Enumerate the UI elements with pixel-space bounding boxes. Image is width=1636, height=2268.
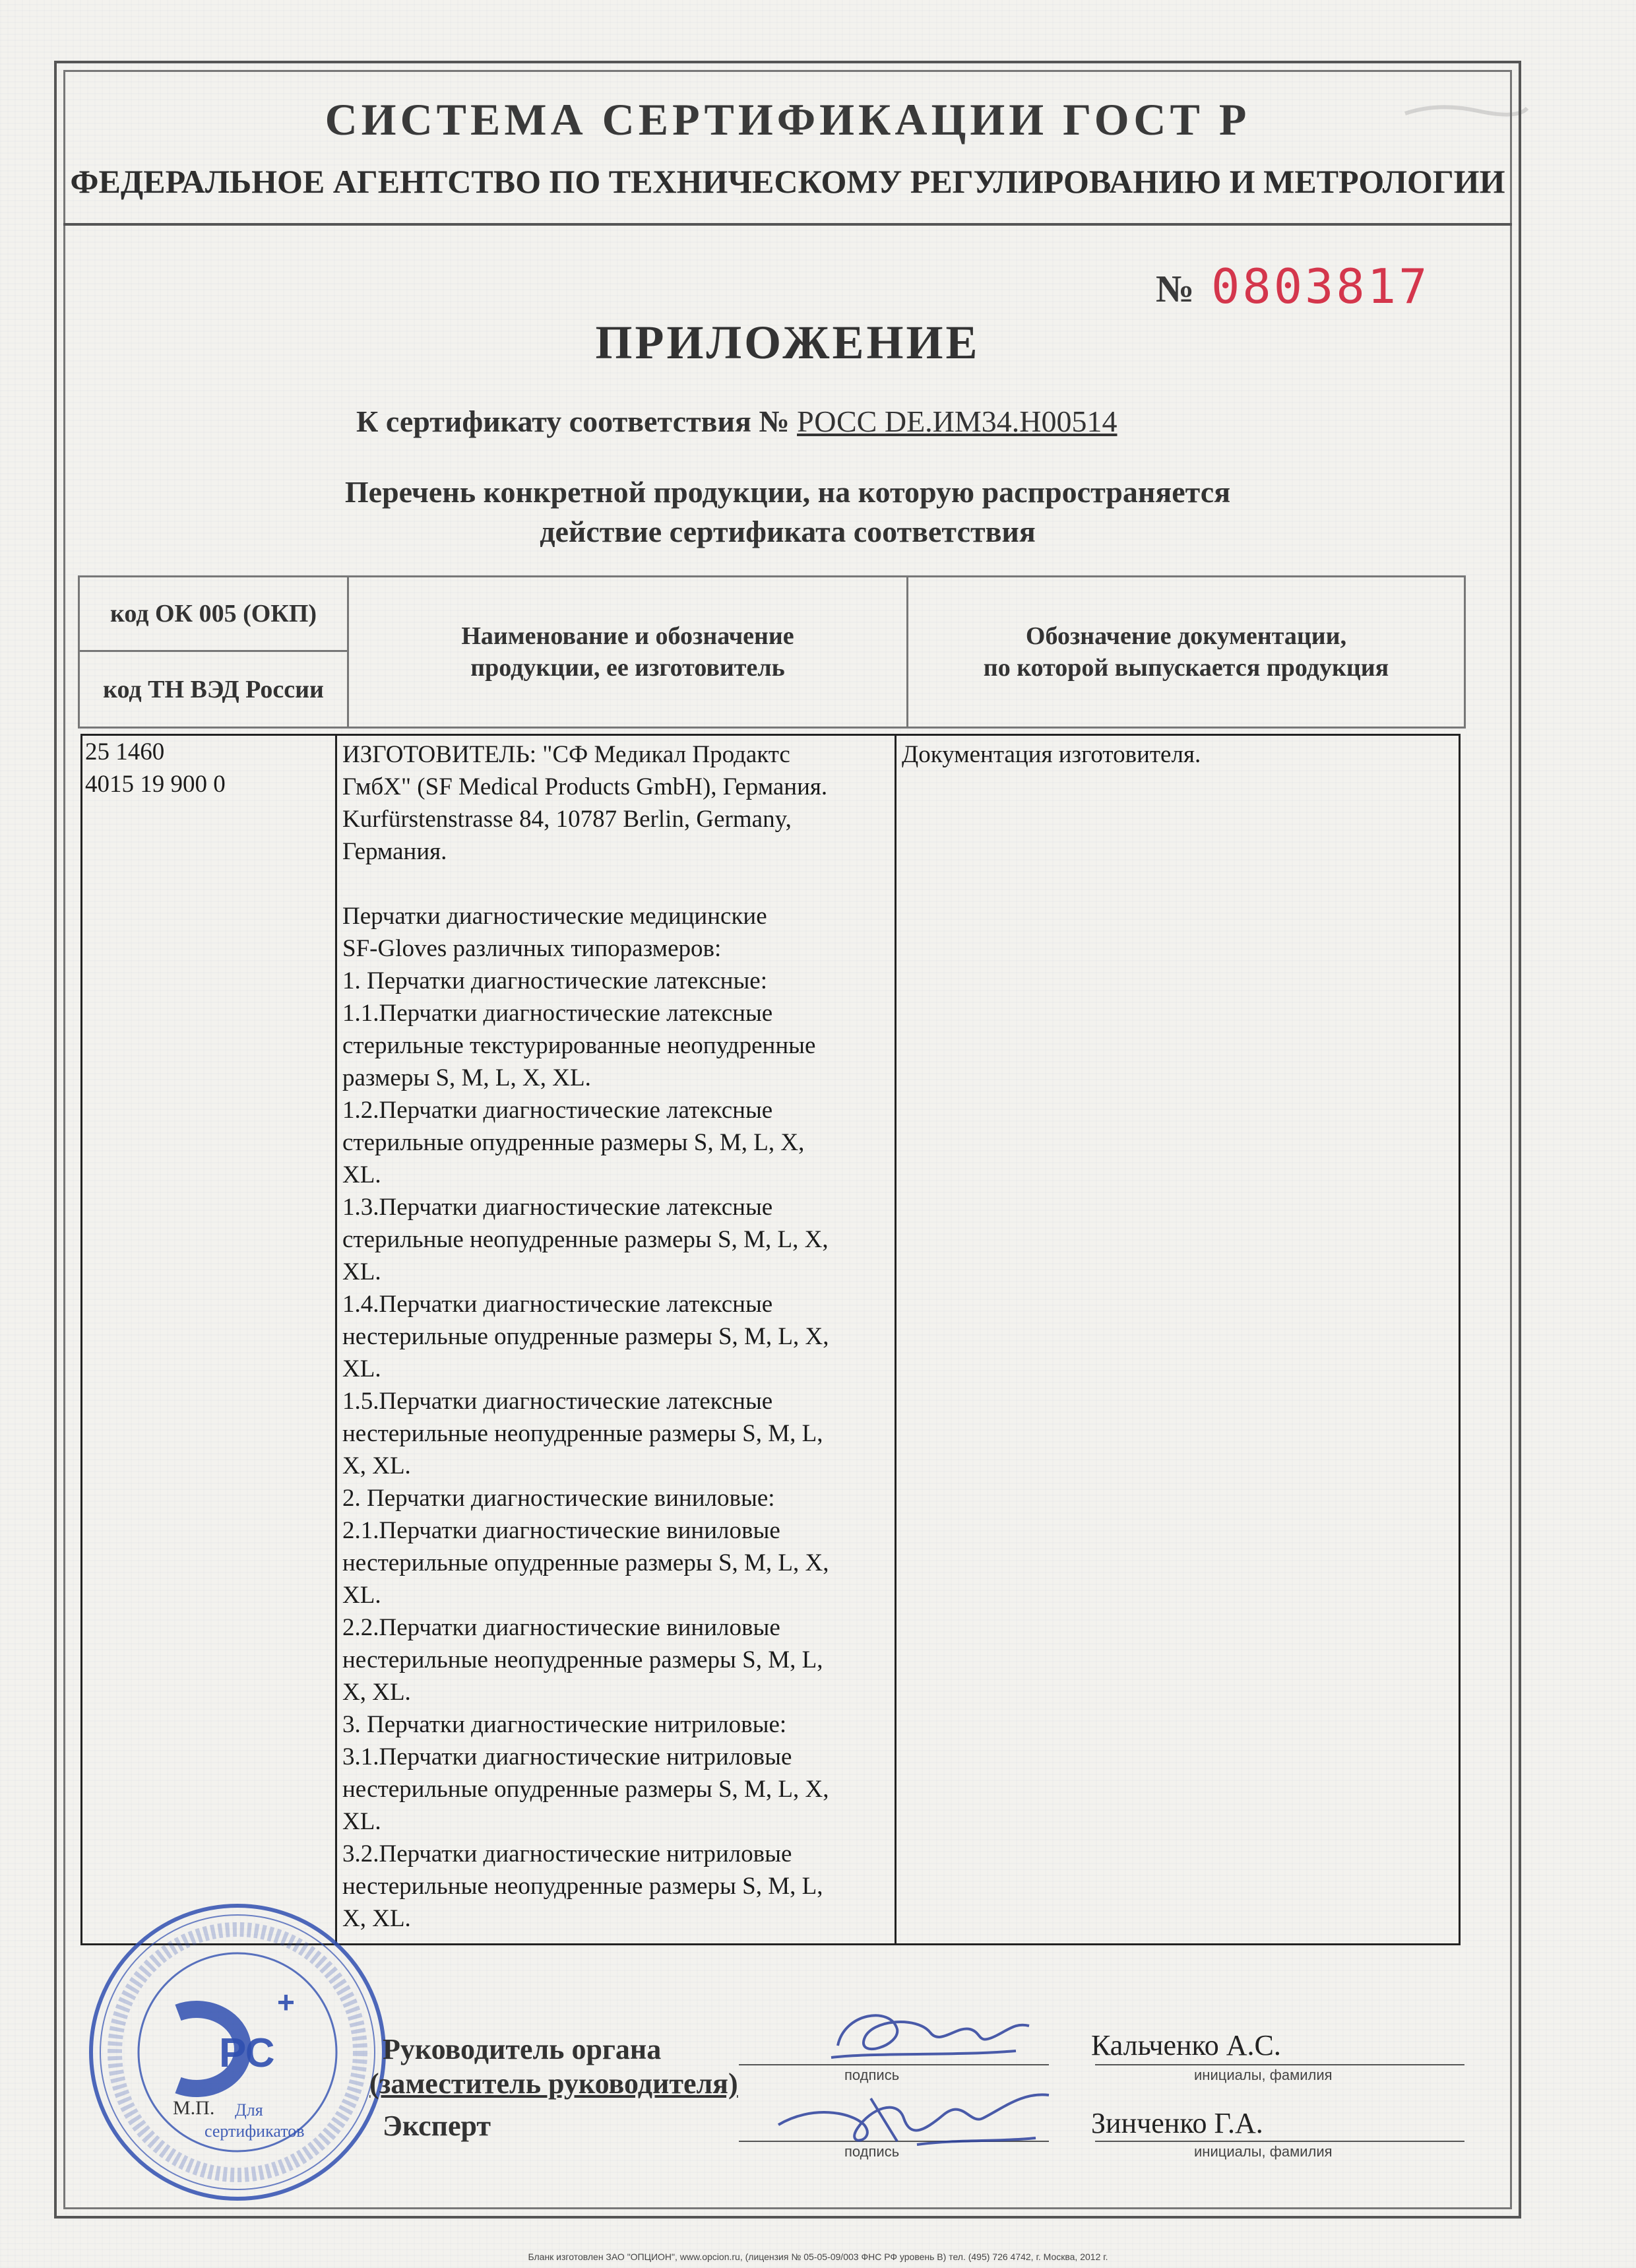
stamp-place-mark: М.П. bbox=[173, 2097, 215, 2119]
product-line: SF-Gloves различных типоразмеров: bbox=[342, 935, 722, 962]
product-line: 1. Перчатки диагностические латексные: bbox=[342, 967, 768, 994]
certificate-reference bbox=[356, 404, 1117, 439]
product-line: размеры S, M, L, X, XL. bbox=[342, 1064, 591, 1091]
product-line: нестерильные опудренные размеры S, M, L, X, bbox=[342, 1549, 829, 1576]
list-heading-line2: действие сертификата соответствия bbox=[540, 515, 1036, 548]
expert-signature-caption: подпись bbox=[844, 2143, 900, 2160]
expert-initials-caption: инициалы, фамилия bbox=[1194, 2143, 1333, 2160]
product-line: 1.2.Перчатки диагностические латексные bbox=[342, 1097, 773, 1124]
product-line: Перчатки диагностические медицинские bbox=[342, 903, 767, 930]
svg-text:+: + bbox=[277, 1985, 295, 2019]
number-sign: № bbox=[1156, 267, 1195, 310]
product-line: XL. bbox=[342, 1258, 381, 1285]
stamp-center-text: Для bbox=[235, 2100, 263, 2120]
product-line: XL. bbox=[342, 1355, 381, 1382]
product-line: XL. bbox=[342, 1582, 381, 1609]
agency-name: ФЕДЕРАЛЬНОЕ АГЕНТСТВО ПО ТЕХНИЧЕСКОМУ РЕГУЛИРОВАНИЮ И МЕТРОЛОГИИ bbox=[70, 163, 1505, 200]
product-line: X, XL. bbox=[342, 1905, 411, 1932]
product-line: 1.1.Перчатки диагностические латексные bbox=[342, 1000, 773, 1027]
product-line: X, XL. bbox=[342, 1452, 411, 1479]
manufacturer-block bbox=[342, 738, 891, 868]
product-line: нестерильные неопудренные размеры S, M, L, bbox=[342, 1420, 823, 1447]
tnved-code: 4015 19 900 0 bbox=[85, 771, 226, 798]
product-name-header-line2: продукции, ее изготовитель bbox=[470, 654, 785, 682]
stamp-logo-text: РС bbox=[219, 2030, 275, 2076]
certificate-reference-label: К сертификату соответствия № bbox=[356, 405, 790, 438]
expert-name-line bbox=[1095, 2141, 1464, 2142]
manufacturer-line: ИЗГОТОВИТЕЛЬ: "СФ Медикал Продактс bbox=[342, 741, 790, 768]
documentation-cell bbox=[897, 736, 1459, 1943]
documentation-header-line2: по которой выпускается продукция bbox=[983, 654, 1389, 682]
list-heading bbox=[63, 472, 1512, 552]
product-line: стерильные неопудренные размеры S, M, L, X, bbox=[342, 1226, 829, 1253]
product-line: 3.1.Перчатки диагностические нитриловые bbox=[342, 1743, 792, 1770]
codes-cell bbox=[82, 736, 337, 1943]
product-line: 2. Перчатки диагностические виниловые: bbox=[342, 1485, 775, 1512]
product-line: 1.3.Перчатки диагностические латексные bbox=[342, 1194, 773, 1221]
product-line: стерильные текстурированные неопудренные bbox=[342, 1032, 816, 1059]
product-line: 2.1.Перчатки диагностические виниловые bbox=[342, 1517, 780, 1544]
spacer bbox=[342, 868, 891, 900]
product-line: нестерильные неопудренные размеры S, M, L, bbox=[342, 1873, 823, 1900]
product-line: 3.2.Перчатки диагностические нитриловые bbox=[342, 1840, 792, 1867]
certification-stamp bbox=[79, 1894, 396, 2211]
table-header bbox=[78, 575, 1466, 729]
codes-header-cell bbox=[80, 577, 349, 727]
certificate-number: РОСС DE.ИМ34.Н00514 bbox=[797, 405, 1117, 438]
form-footer: Бланк изготовлен ЗАО "ОПЦИОН", www.opcion.ru, (лицензия № 05-05-09/003 ФНС РФ уровень В) тел. (495) 726 4742, г. Москва, 2012 г. bbox=[528, 2252, 1108, 2262]
head-name: Кальченко А.С. bbox=[1091, 2029, 1281, 2061]
product-line: нестерильные опудренные размеры S, M, L, X, bbox=[342, 1323, 829, 1350]
product-line: стерильные опудренные размеры S, M, L, X, bbox=[342, 1129, 805, 1156]
annex-title: ПРИЛОЖЕНИЕ bbox=[595, 316, 980, 369]
documentation-header bbox=[908, 577, 1464, 727]
product-name-header bbox=[349, 577, 908, 727]
product-list bbox=[342, 900, 891, 1935]
expert-label: Эксперт bbox=[383, 2110, 491, 2142]
system-title: СИСТЕМА СЕРТИФИКАЦИИ ГОСТ Р bbox=[325, 94, 1251, 145]
product-line: XL. bbox=[342, 1161, 381, 1188]
head-initials-caption: инициалы, фамилия bbox=[1194, 2067, 1333, 2083]
documentation-text: Документация изготовителя. bbox=[902, 741, 1201, 768]
manufacturer-line: Германия. bbox=[342, 838, 447, 865]
product-line: 3. Перчатки диагностические нитриловые: bbox=[342, 1711, 787, 1738]
documentation-header-line1: Обозначение документации, bbox=[1025, 622, 1347, 650]
product-line: 1.5.Перчатки диагностические латексные bbox=[342, 1388, 773, 1415]
product-line: XL. bbox=[342, 1808, 381, 1835]
table-body bbox=[80, 734, 1461, 1945]
form-serial-number: 0803817 bbox=[1211, 259, 1430, 314]
manufacturer-line: Kurfürstenstrasse 84, 10787 Berlin, Germany, bbox=[342, 806, 792, 833]
product-line: нестерильные неопудренные размеры S, M, L, bbox=[342, 1646, 823, 1673]
deputy-label: (заместитель руководителя) bbox=[369, 2067, 738, 2100]
head-signature-caption: подпись bbox=[844, 2067, 900, 2083]
product-name-header-line1: Наименование и обозначение bbox=[461, 622, 794, 650]
product-line: 2.2.Перчатки диагностические виниловые bbox=[342, 1614, 780, 1641]
list-heading-line1: Перечень конкретной продукции, на которую распространяется bbox=[344, 475, 1231, 509]
product-line: 1.4.Перчатки диагностические латексные bbox=[342, 1291, 773, 1318]
expert-name: Зинченко Г.А. bbox=[1091, 2107, 1263, 2139]
head-of-body-label: Руководитель органа bbox=[383, 2033, 662, 2065]
expert-signature bbox=[772, 2079, 1062, 2158]
okp-code: 25 1460 bbox=[85, 738, 165, 765]
tnved-code-header: код ТН ВЭД России bbox=[103, 675, 324, 703]
product-cell bbox=[337, 736, 897, 1943]
stamp-center-text2: сертификатов bbox=[204, 2122, 305, 2141]
product-line: нестерильные опудренные размеры S, M, L, X, bbox=[342, 1776, 829, 1803]
okp-code-header: код ОК 005 (ОКП) bbox=[80, 577, 347, 652]
head-name-line bbox=[1095, 2064, 1464, 2065]
product-line: X, XL. bbox=[342, 1679, 411, 1706]
manufacturer-line: ГмбХ" (SF Medical Products GmbH), Германия. bbox=[342, 773, 828, 800]
head-signature bbox=[818, 1999, 1036, 2072]
